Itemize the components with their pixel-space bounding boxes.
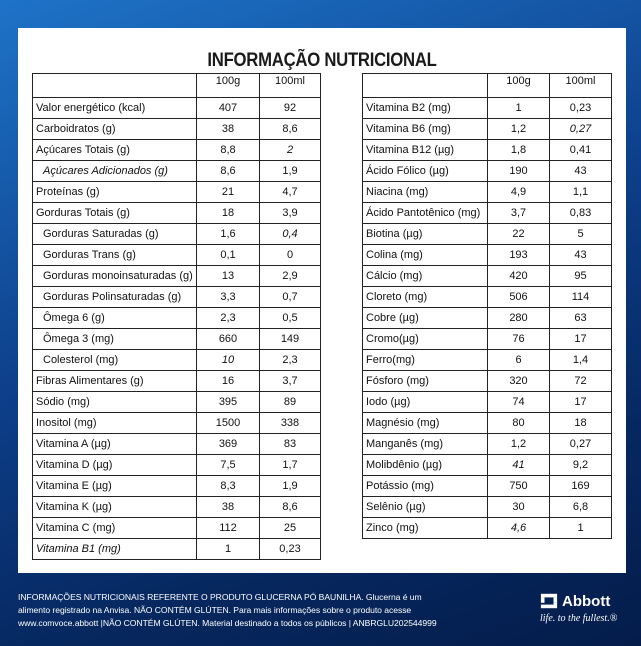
nutrient-label: Biotina (µg): [363, 224, 488, 245]
table-row: [363, 203, 612, 224]
value-per-100ml: 17: [550, 392, 612, 413]
table-row: [33, 203, 321, 224]
nutrient-label: Ômega 6 (g): [33, 308, 197, 329]
value-per-100g: 506: [488, 287, 550, 308]
table-row: [33, 497, 321, 518]
value-per-100ml: 3,7: [260, 371, 321, 392]
value-per-100g: 22: [488, 224, 550, 245]
table-row: [363, 350, 612, 371]
value-per-100g: 1,6: [197, 224, 260, 245]
value-per-100ml: 25: [260, 518, 321, 539]
value-per-100g: 7,5: [197, 455, 260, 476]
value-per-100ml: 149: [260, 329, 321, 350]
table-row: [363, 392, 612, 413]
value-per-100ml: 3,9: [260, 203, 321, 224]
value-per-100ml: 0,7: [260, 287, 321, 308]
value-per-100ml: 92: [260, 98, 321, 119]
table-header-row: [363, 74, 612, 98]
value-per-100ml: 2,3: [260, 350, 321, 371]
value-per-100g: 13: [197, 266, 260, 287]
table-row: [363, 245, 612, 266]
nutrient-label: Ômega 3 (mg): [33, 329, 197, 350]
value-per-100g: 1,2: [488, 119, 550, 140]
nutrient-label: Vitamina K (µg): [33, 497, 197, 518]
value-per-100g: 18: [197, 203, 260, 224]
value-per-100ml: 4,7: [260, 182, 321, 203]
value-per-100g: 420: [488, 266, 550, 287]
nutrient-label: Cromo(µg): [363, 329, 488, 350]
nutrient-label: Molibdênio (µg): [363, 455, 488, 476]
value-per-100ml: 43: [550, 161, 612, 182]
value-per-100ml: 2,9: [260, 266, 321, 287]
table-row: [33, 266, 321, 287]
value-per-100g: 1,8: [488, 140, 550, 161]
page-title: INFORMAÇÃO NUTRICIONAL: [207, 50, 437, 71]
column-header: 100g: [488, 74, 550, 98]
table-row: [33, 476, 321, 497]
column-header: 100ml: [260, 74, 321, 98]
table-row: [363, 161, 612, 182]
value-per-100ml: 18: [550, 413, 612, 434]
nutrition-table-right: [362, 73, 612, 539]
table-row: [33, 98, 321, 119]
nutrient-label: Vitamina B6 (mg): [363, 119, 488, 140]
value-per-100ml: 2: [260, 140, 321, 161]
value-per-100g: 38: [197, 119, 260, 140]
nutrient-label: Gorduras Polinsaturadas (g): [33, 287, 197, 308]
table-row: [33, 518, 321, 539]
nutrient-label: Vitamina D (µg): [33, 455, 197, 476]
nutrition-table-left: [32, 73, 321, 560]
table-row: [33, 119, 321, 140]
column-header: [33, 74, 197, 98]
table-row: [33, 140, 321, 161]
nutrient-label: Sódio (mg): [33, 392, 197, 413]
value-per-100g: 1: [197, 539, 260, 560]
value-per-100g: 6: [488, 350, 550, 371]
abbott-logo-icon: [540, 592, 558, 610]
table-row: [363, 455, 612, 476]
nutrient-label: Iodo (µg): [363, 392, 488, 413]
nutrition-card: [18, 28, 626, 573]
value-per-100g: 38: [197, 497, 260, 518]
table-row: [33, 392, 321, 413]
table-row: [33, 308, 321, 329]
table-row: [363, 119, 612, 140]
table-row: [363, 518, 612, 539]
table-row: [33, 161, 321, 182]
value-per-100g: 8,8: [197, 140, 260, 161]
value-per-100ml: 0,41: [550, 140, 612, 161]
value-per-100ml: 43: [550, 245, 612, 266]
nutrient-label: Fibras Alimentares (g): [33, 371, 197, 392]
table-row: [33, 350, 321, 371]
table-row: [33, 413, 321, 434]
value-per-100ml: 8,6: [260, 497, 321, 518]
value-per-100g: 369: [197, 434, 260, 455]
value-per-100ml: 83: [260, 434, 321, 455]
table-row: [33, 455, 321, 476]
value-per-100g: 193: [488, 245, 550, 266]
value-per-100ml: 72: [550, 371, 612, 392]
nutrient-label: Gorduras Trans (g): [33, 245, 197, 266]
value-per-100ml: 0,27: [550, 119, 612, 140]
value-per-100ml: 1,9: [260, 161, 321, 182]
value-per-100g: 30: [488, 497, 550, 518]
value-per-100ml: 0,23: [260, 539, 321, 560]
brand-name: Abbott: [562, 592, 611, 610]
value-per-100ml: 1,1: [550, 182, 612, 203]
nutrient-label: Cloreto (mg): [363, 287, 488, 308]
nutrient-label: Cálcio (mg): [363, 266, 488, 287]
value-per-100ml: 0,5: [260, 308, 321, 329]
column-header: [363, 74, 488, 98]
value-per-100g: 10: [197, 350, 260, 371]
value-per-100g: 74: [488, 392, 550, 413]
value-per-100g: 8,3: [197, 476, 260, 497]
table-row: [363, 434, 612, 455]
value-per-100g: 190: [488, 161, 550, 182]
table-row: [363, 98, 612, 119]
table-row: [363, 182, 612, 203]
nutrient-label: Vitamina E (µg): [33, 476, 197, 497]
table-row: [33, 224, 321, 245]
value-per-100ml: 169: [550, 476, 612, 497]
value-per-100ml: 95: [550, 266, 612, 287]
value-per-100g: 1: [488, 98, 550, 119]
table-row: [363, 413, 612, 434]
nutrient-label: Proteínas (g): [33, 182, 197, 203]
column-header: 100ml: [550, 74, 612, 98]
value-per-100ml: 1,9: [260, 476, 321, 497]
value-per-100g: 3,7: [488, 203, 550, 224]
value-per-100g: 8,6: [197, 161, 260, 182]
value-per-100ml: 1,4: [550, 350, 612, 371]
nutrient-label: Gorduras Totais (g): [33, 203, 197, 224]
value-per-100ml: 1: [550, 518, 612, 539]
table-row: [363, 224, 612, 245]
nutrient-label: Potássio (mg): [363, 476, 488, 497]
nutrient-label: Ácido Fólico (µg): [363, 161, 488, 182]
table-row: [363, 329, 612, 350]
table-row: [363, 308, 612, 329]
nutrient-label: Ácido Pantotênico (mg): [363, 203, 488, 224]
value-per-100ml: 0,83: [550, 203, 612, 224]
value-per-100g: 660: [197, 329, 260, 350]
value-per-100g: 112: [197, 518, 260, 539]
table-row: [33, 371, 321, 392]
nutrient-label: Niacina (mg): [363, 182, 488, 203]
value-per-100g: 0,1: [197, 245, 260, 266]
table-row: [33, 329, 321, 350]
value-per-100ml: 1,7: [260, 455, 321, 476]
table-row: [33, 245, 321, 266]
value-per-100ml: 5: [550, 224, 612, 245]
brand-tagline: life. to the fullest.®: [540, 613, 618, 624]
nutrient-label: Colesterol (mg): [33, 350, 197, 371]
value-per-100g: 3,3: [197, 287, 260, 308]
value-per-100ml: 6,8: [550, 497, 612, 518]
value-per-100g: 4,9: [488, 182, 550, 203]
value-per-100g: 395: [197, 392, 260, 413]
nutrient-label: Vitamina C (mg): [33, 518, 197, 539]
value-per-100ml: 0,27: [550, 434, 612, 455]
value-per-100ml: 17: [550, 329, 612, 350]
nutrient-label: Inositol (mg): [33, 413, 197, 434]
nutrient-label: Açúcares Totais (g): [33, 140, 197, 161]
nutrient-label: Valor energético (kcal): [33, 98, 197, 119]
value-per-100g: 41: [488, 455, 550, 476]
nutrient-label: Açúcares Adicionados (g): [33, 161, 197, 182]
nutrient-label: Fósforo (mg): [363, 371, 488, 392]
value-per-100ml: 9,2: [550, 455, 612, 476]
nutrient-label: Zinco (mg): [363, 518, 488, 539]
table-row: [33, 434, 321, 455]
table-row: [363, 476, 612, 497]
nutrient-label: Vitamina A (µg): [33, 434, 197, 455]
nutrient-label: Ferro(mg): [363, 350, 488, 371]
nutrient-label: Gorduras Saturadas (g): [33, 224, 197, 245]
value-per-100g: 4,6: [488, 518, 550, 539]
value-per-100ml: 0,4: [260, 224, 321, 245]
abbott-logo: [540, 592, 630, 624]
value-per-100ml: 63: [550, 308, 612, 329]
column-header: 100g: [197, 74, 260, 98]
footer-line: INFORMAÇÕES NUTRICIONAIS REFERENTE O PRODUTO GLUCERNA PÓ BAUNILHA. Glucerna é um: [18, 592, 422, 602]
nutrient-label: Vitamina B2 (mg): [363, 98, 488, 119]
value-per-100g: 21: [197, 182, 260, 203]
table-row: [363, 140, 612, 161]
table-row: [363, 266, 612, 287]
value-per-100ml: 0,23: [550, 98, 612, 119]
footer-line: alimento registrado na Anvisa. NÃO CONTÉM GLÚTEN. Para mais informações sobre o produto acesse: [18, 605, 412, 615]
value-per-100g: 1500: [197, 413, 260, 434]
nutrient-label: Colina (mg): [363, 245, 488, 266]
nutrient-label: Magnésio (mg): [363, 413, 488, 434]
value-per-100ml: 8,6: [260, 119, 321, 140]
value-per-100g: 320: [488, 371, 550, 392]
nutrient-label: Selênio (µg): [363, 497, 488, 518]
nutrient-label: Cobre (µg): [363, 308, 488, 329]
nutrient-label: Gorduras monoinsaturadas (g): [33, 266, 197, 287]
table-row: [363, 371, 612, 392]
value-per-100ml: 114: [550, 287, 612, 308]
nutrient-label: Vitamina B12 (µg): [363, 140, 488, 161]
value-per-100g: 2,3: [197, 308, 260, 329]
nutrient-label: Vitamina B1 (mg): [33, 539, 197, 560]
value-per-100g: 750: [488, 476, 550, 497]
table-header-row: [33, 74, 321, 98]
value-per-100g: 280: [488, 308, 550, 329]
value-per-100g: 407: [197, 98, 260, 119]
footer-disclaimer: [18, 591, 498, 630]
table-row: [363, 497, 612, 518]
table-row: [33, 287, 321, 308]
nutrient-label: Carboidratos (g): [33, 119, 197, 140]
value-per-100ml: 338: [260, 413, 321, 434]
table-row: [363, 287, 612, 308]
table-row: [33, 539, 321, 560]
value-per-100g: 1,2: [488, 434, 550, 455]
table-row: [33, 182, 321, 203]
value-per-100g: 76: [488, 329, 550, 350]
value-per-100g: 16: [197, 371, 260, 392]
value-per-100ml: 89: [260, 392, 321, 413]
value-per-100ml: 0: [260, 245, 321, 266]
nutrient-label: Manganês (mg): [363, 434, 488, 455]
value-per-100g: 80: [488, 413, 550, 434]
footer-line: www.comvoce.abbott |NÃO CONTÉM GLÚTEN. Material destinado a todos os públicos | ANBRGLU202544999: [18, 618, 437, 628]
